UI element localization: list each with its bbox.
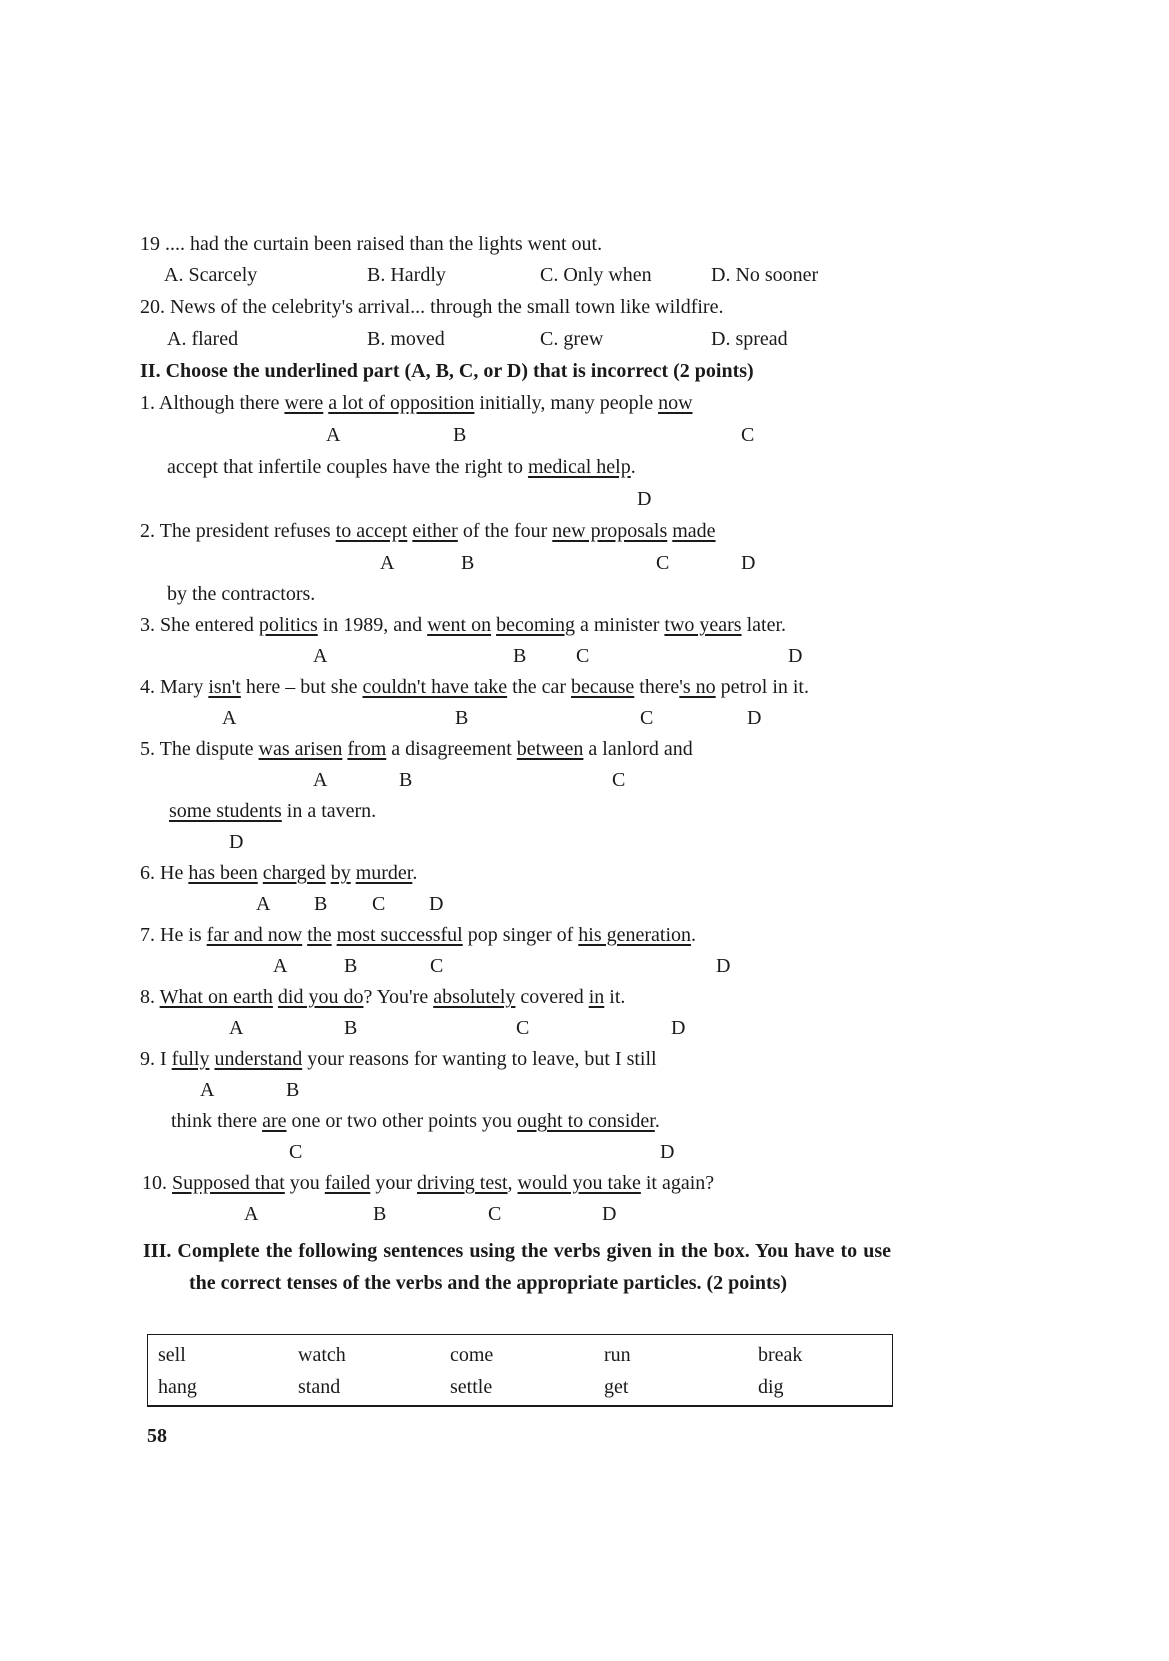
- verb-cell: watch: [298, 1344, 346, 1366]
- s2-q4-line1: 4. Mary isn't here – but she couldn't have take the car because there's no petrol in it.: [140, 676, 809, 698]
- s2-q5-letter-c: C: [612, 769, 626, 791]
- s2-q6-line1: 6. He has been charged by murder.: [140, 862, 418, 884]
- s2-q6-letter-c: C: [372, 893, 386, 915]
- s2-q9-letter-b: B: [286, 1079, 300, 1101]
- s2-q5-letter-b: B: [399, 769, 413, 791]
- s2-q10-line1: 10. Supposed that you failed your driving test, would you take it again?: [142, 1172, 715, 1194]
- q20-option-a: A. flared: [167, 328, 239, 350]
- s2-q8-letter-a: A: [229, 1017, 244, 1039]
- s2-q1-letter-b: B: [453, 424, 467, 446]
- q20-option-b: B. moved: [367, 328, 445, 350]
- s2-q6-letter-b: B: [314, 893, 328, 915]
- s2-q1-line2: accept that infertile couples have the right to medical help.: [167, 456, 636, 478]
- s2-q3-letter-b: B: [513, 645, 527, 667]
- verb-cell: break: [758, 1344, 803, 1366]
- verb-cell: run: [604, 1344, 631, 1366]
- s2-q4-letter-b: B: [455, 707, 469, 729]
- s2-q2-line2: by the contractors.: [167, 583, 316, 605]
- q20-option-c: C. grew: [540, 328, 604, 350]
- verb-cell: sell: [158, 1344, 186, 1366]
- q20-prompt: 20. News of the celebrity's arrival... through the small town like wildfire.: [140, 296, 724, 318]
- s2-q9-letter-d: D: [660, 1141, 675, 1163]
- verb-cell: come: [450, 1344, 494, 1366]
- s2-q3-letter-a: A: [313, 645, 328, 667]
- s2-q10-letter-a: A: [244, 1203, 259, 1225]
- s2-q8-letter-b: B: [344, 1017, 358, 1039]
- q19-option-b: B. Hardly: [367, 264, 446, 286]
- s2-q2-letter-c: C: [656, 552, 670, 574]
- s2-q4-letter-d: D: [747, 707, 762, 729]
- page-number: 58: [147, 1425, 167, 1447]
- s2-q7-letter-c: C: [430, 955, 444, 977]
- s2-q8-letter-c: C: [516, 1017, 530, 1039]
- section-2-heading: II. Choose the underlined part (A, B, C, or D) that is incorrect (2 points): [140, 360, 754, 382]
- s2-q1-line1: 1. Although there were a lot of opposition initially, many people now: [140, 392, 693, 414]
- s2-q7-letter-b: B: [344, 955, 358, 977]
- s2-q4-letter-c: C: [640, 707, 654, 729]
- s2-q8-letter-d: D: [671, 1017, 686, 1039]
- s2-q9-line2: think there are one or two other points you ought to consider.: [171, 1110, 660, 1132]
- s2-q5-line2: some students in a tavern.: [169, 800, 377, 822]
- s2-q9-letter-a: A: [200, 1079, 215, 1101]
- s2-q9-letter-c: C: [289, 1141, 303, 1163]
- s2-q2-letter-a: A: [380, 552, 395, 574]
- verb-box: [147, 1334, 893, 1407]
- s2-q1-letter-c: C: [741, 424, 755, 446]
- section-3-heading: III. Complete the following sentences using the verbs given in the box. You have to use the correct tenses of the verbs and the appropriate particles. (2 points): [143, 1240, 891, 1294]
- q20-option-d: D. spread: [711, 328, 788, 350]
- s2-q5-letter-a: A: [313, 769, 328, 791]
- s2-q1-letter-d: D: [637, 488, 652, 510]
- s2-q10-letter-c: C: [488, 1203, 502, 1225]
- q19-prompt: 19 .... had the curtain been raised than the lights went out.: [140, 233, 603, 255]
- s2-q10-letter-d: D: [602, 1203, 617, 1225]
- verb-cell: stand: [298, 1376, 341, 1398]
- s2-q10-letter-b: B: [373, 1203, 387, 1225]
- s2-q3-line1: 3. She entered politics in 1989, and went on becoming a minister two years later.: [140, 614, 787, 636]
- verb-cell: hang: [158, 1376, 197, 1398]
- s2-q6-letter-a: A: [256, 893, 271, 915]
- s2-q7-line1: 7. He is far and now the most successful pop singer of his generation.: [140, 924, 697, 946]
- verb-cell: settle: [450, 1376, 493, 1398]
- s2-q2-line1: 2. The president refuses to accept either of the four new proposals made: [140, 520, 716, 542]
- s2-q1-letter-a: A: [326, 424, 341, 446]
- s2-q2-letter-d: D: [741, 552, 756, 574]
- s2-q7-letter-a: A: [273, 955, 288, 977]
- s2-q4-letter-a: A: [222, 707, 237, 729]
- s2-q7-letter-d: D: [716, 955, 731, 977]
- s2-q3-letter-d: D: [788, 645, 803, 667]
- s2-q8-line1: 8. What on earth did you do? You're absolutely covered in it.: [140, 986, 626, 1008]
- q19-option-d: D. No sooner: [711, 264, 819, 286]
- q19-option-a: A. Scarcely: [164, 264, 258, 286]
- verb-cell: get: [604, 1376, 629, 1398]
- s2-q9-line1: 9. I fully understand your reasons for wanting to leave, but I still: [140, 1048, 657, 1070]
- s2-q2-letter-b: B: [461, 552, 475, 574]
- s2-q5-line1: 5. The dispute was arisen from a disagreement between a lanlord and: [140, 738, 693, 760]
- q19-option-c: C. Only when: [540, 264, 652, 286]
- s2-q6-letter-d: D: [429, 893, 444, 915]
- s2-q3-letter-c: C: [576, 645, 590, 667]
- verb-cell: dig: [758, 1376, 784, 1398]
- s2-q5-letter-d: D: [229, 831, 244, 853]
